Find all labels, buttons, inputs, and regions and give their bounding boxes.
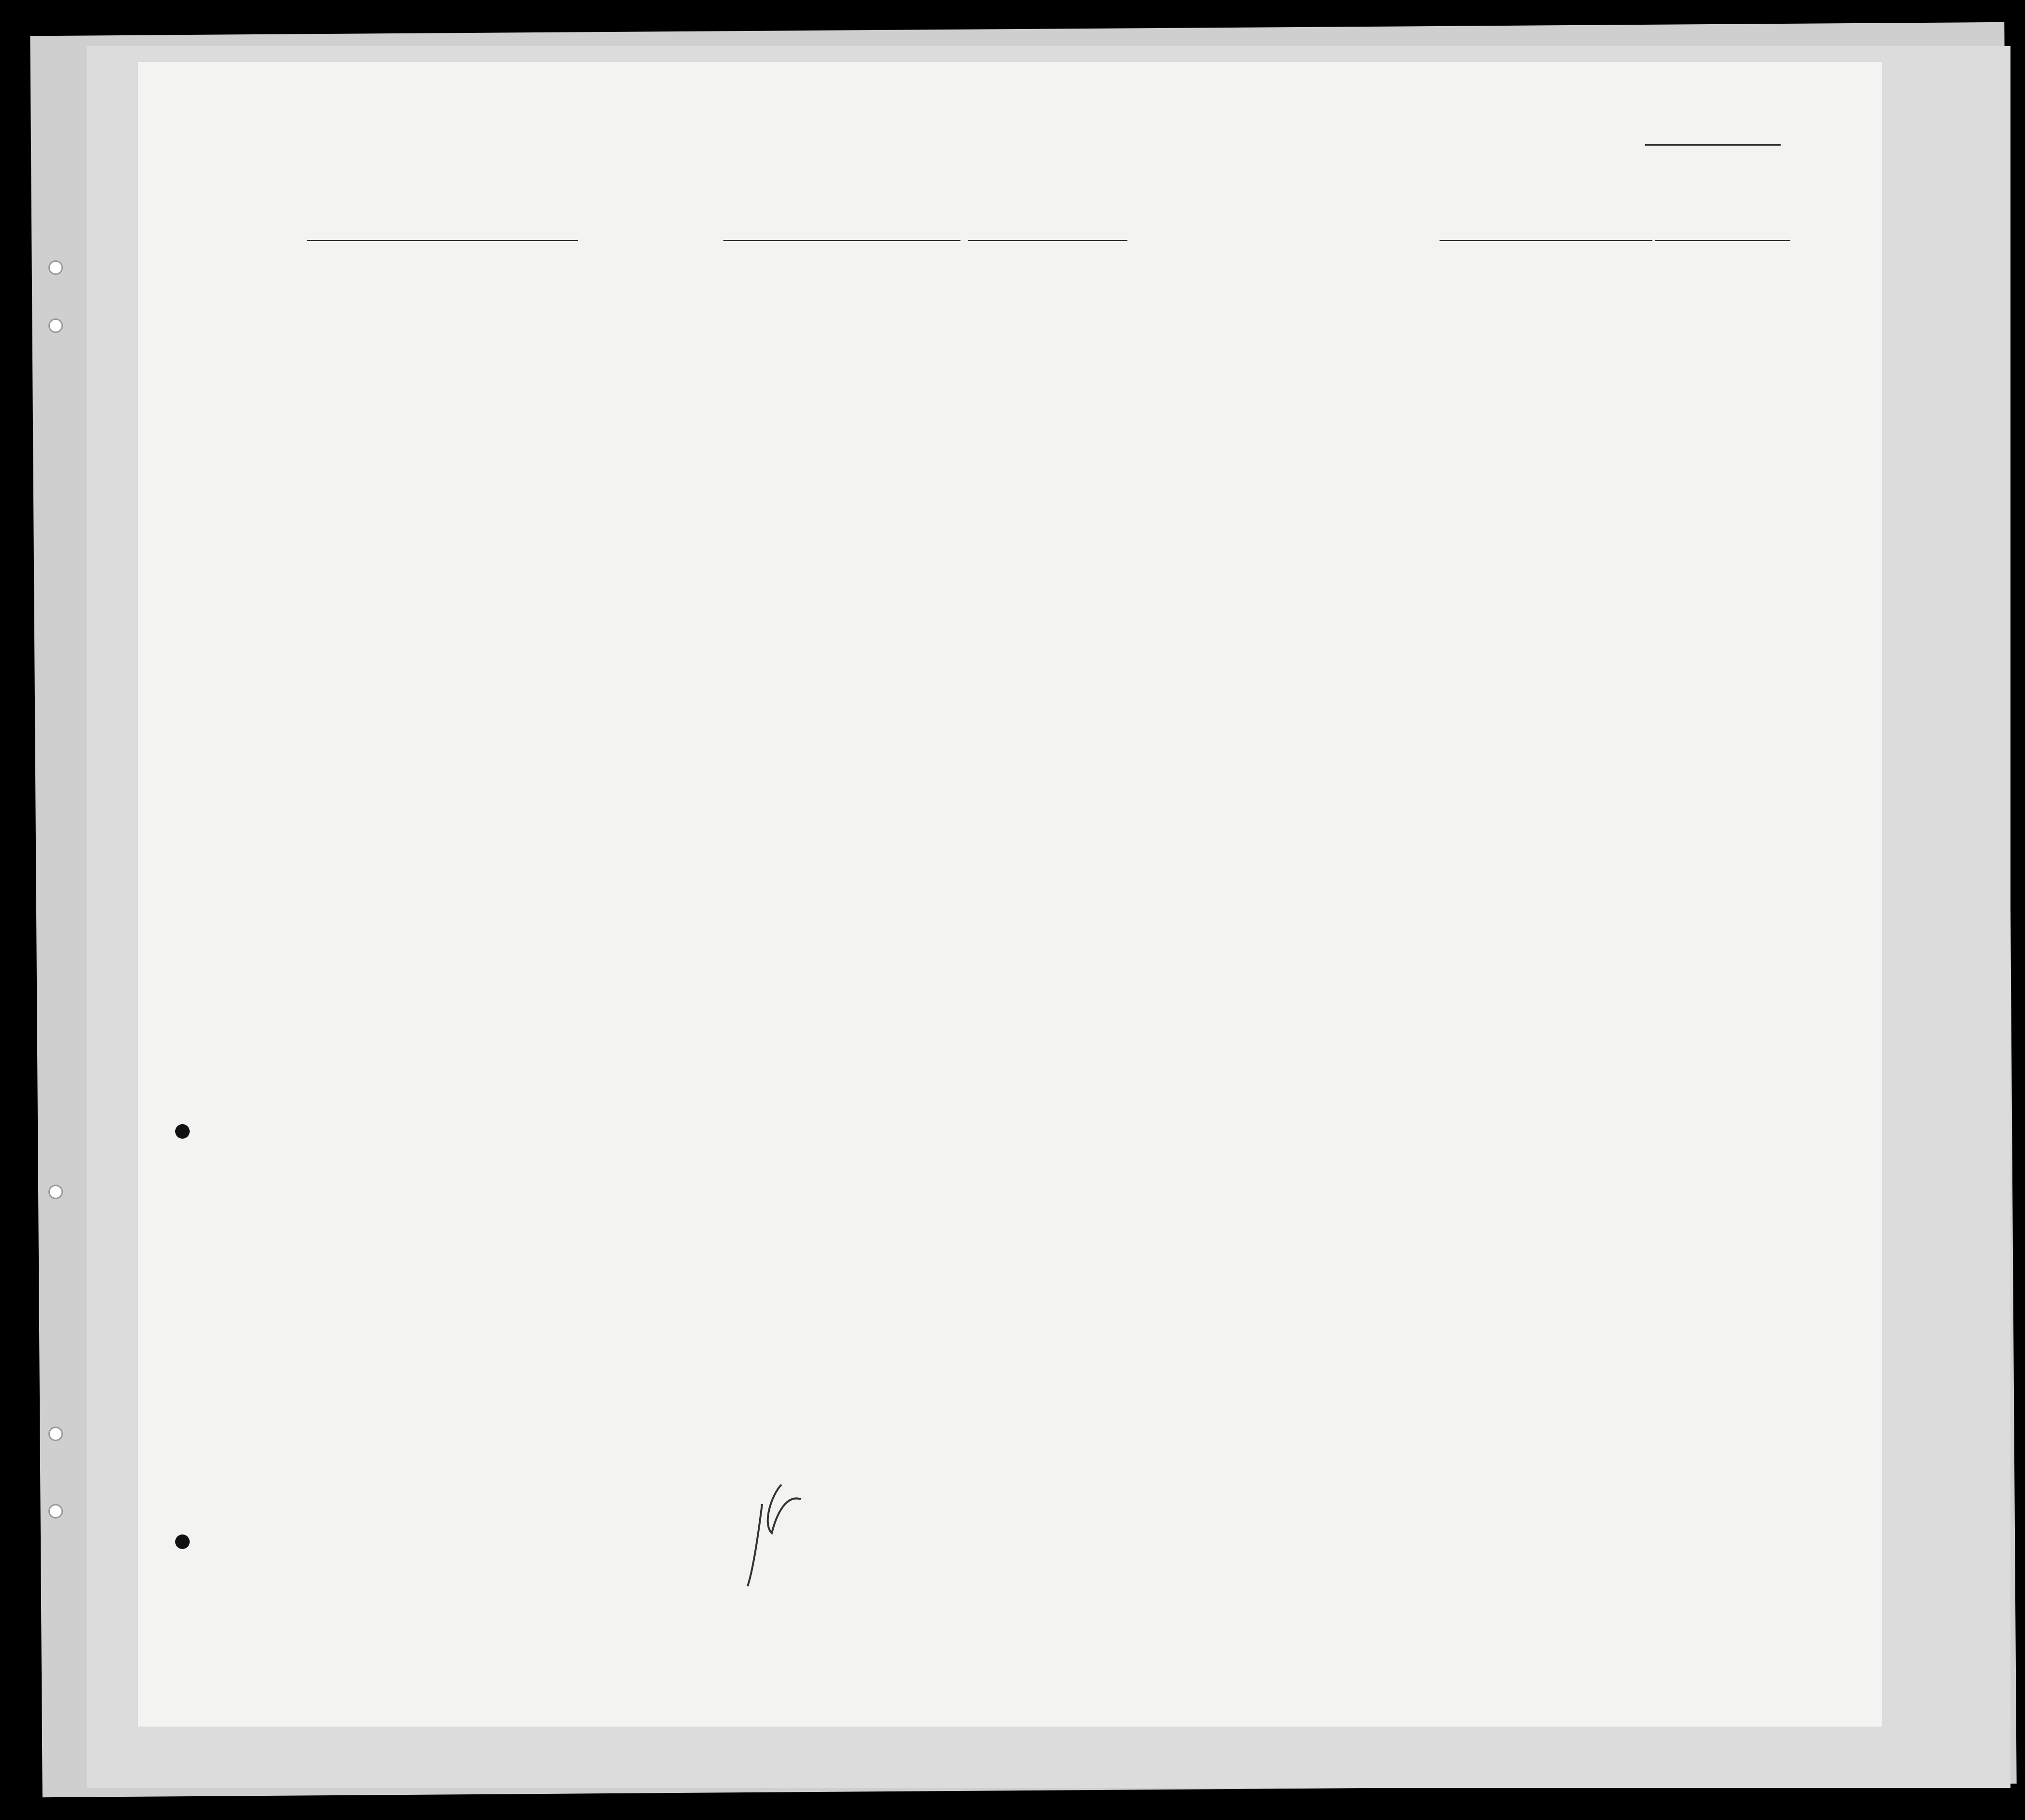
signature-scribble — [743, 1465, 1323, 1591]
binder-hole — [48, 1427, 63, 1441]
number-line — [1645, 144, 1781, 146]
binder-hole — [48, 1504, 63, 1519]
binder-hole — [48, 1185, 63, 1199]
rule — [1655, 240, 1790, 241]
punched-hole — [175, 1534, 190, 1549]
voyage-line — [220, 216, 1865, 245]
rule — [723, 240, 960, 241]
binder-hole — [48, 260, 63, 275]
rule — [307, 240, 578, 241]
binder-hole — [48, 318, 63, 333]
col-header-married — [709, 265, 738, 318]
manifest-sheet — [138, 62, 1882, 1727]
rule — [968, 240, 1127, 241]
rule — [1440, 240, 1652, 241]
punched-hole — [175, 1124, 190, 1139]
